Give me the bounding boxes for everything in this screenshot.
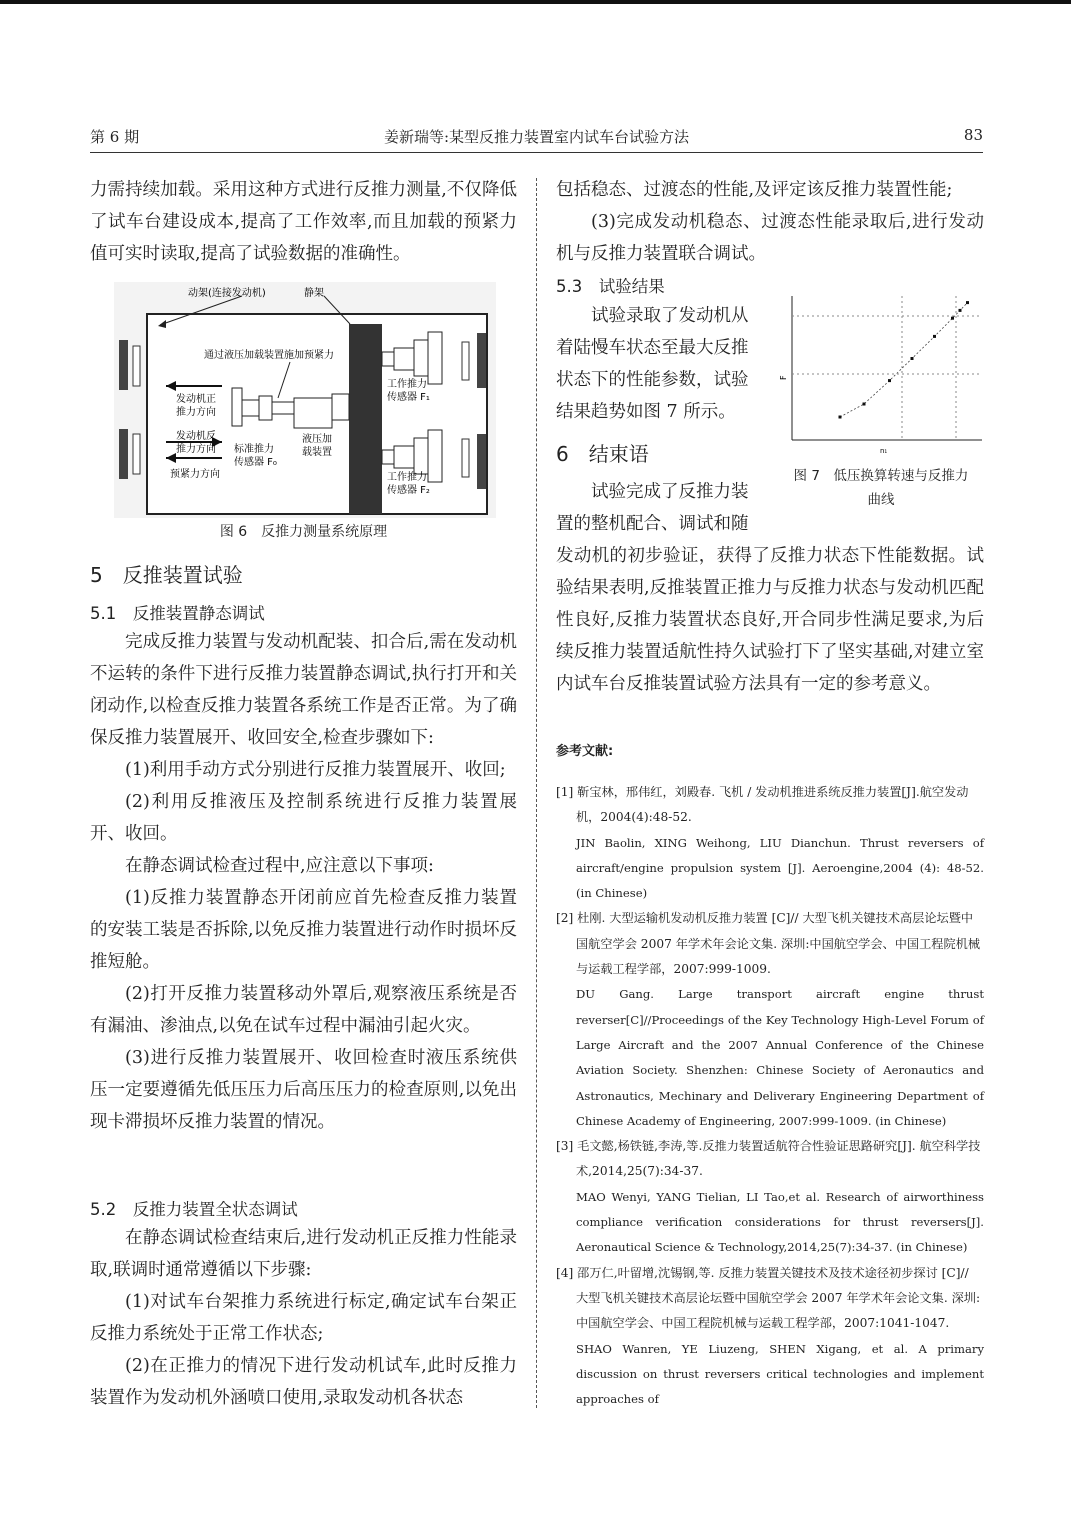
reference-en: JIN Baolin, XING Weihong, LIU Dianchun. Thrust reversers of aircraft/engine propulsion system [J]. Aeroengine,2004 (4): 48-52. (in Chinese) (576, 835, 984, 901)
right-body-wrap-2 (556, 476, 776, 540)
running-header (90, 126, 983, 150)
label-f2-b: 传感器 F₂ (387, 485, 430, 496)
section-5-3-heading: 5.3 试验结果 (556, 277, 665, 296)
paragraph: 包括稳态、过渡态的性能,及评定该反推力装置性能; (556, 180, 953, 200)
label-fwd-b: 推力方向 (176, 407, 216, 418)
label-f1-a: 工作推力 (387, 379, 427, 390)
reference-en: MAO Wenyi, YANG Tielian, LI Tao,et al. Research of airworthiness compliance verification considerations for thrust reversers[J]. Aeronautical Science & Technology,2014,25(7):34-37. (in Chinese) (576, 1189, 984, 1255)
paragraph: (3)完成发动机稳态、过渡态性能录取后,进行发动机与反推力装置联合调试。 (556, 212, 984, 264)
intro-paragraph: 力需持续加载。采用这种方式进行反推力测量,不仅降低了试车台建设成本,提高了工作效率,而且加载的预紧力值可实时读取,提高了试验数据的准确性。 (90, 180, 517, 264)
text-line: 试验录取了发动机从 (591, 306, 749, 326)
label-preload: 通过液压加载装置施加预紧力 (204, 350, 334, 361)
section-5-heading: 5 反推装置试验 (90, 563, 243, 587)
right-body-1 (556, 174, 984, 270)
text-line: 状态下的性能参数，试验 (556, 370, 749, 390)
references-list (556, 780, 984, 1412)
y-axis-label: F (779, 375, 788, 380)
section-6-heading: 6 结束语 (556, 442, 649, 466)
paragraph: 在静态调试检查结束后,进行发动机正反推力性能录取,联调时通常遵循以下步骤: (90, 1228, 517, 1280)
left-intro (90, 174, 517, 270)
reference-en: SHAO Wanren, YE Liuzeng, SHEN Xigang, et al. A primary discussion on thrust reversers critical technologies and implement approaches of (576, 1341, 984, 1407)
data-point (839, 416, 842, 419)
right-body-2 (556, 540, 984, 700)
data-point (863, 403, 866, 406)
references-heading: 参考文献: (556, 744, 614, 759)
text-line: 着陆慢车状态至最大反推 (556, 338, 749, 358)
data-point (911, 357, 914, 360)
column-divider (536, 178, 537, 1408)
figure-6-caption: 图 6 反推力测量系统原理 (219, 524, 388, 540)
paragraph: (1)利用手动方式分别进行反推力装置展开、收回; (125, 760, 506, 780)
label-hyd-a: 液压加 (302, 434, 332, 445)
section-5-1-heading: 5.1 反推装置静态调试 (90, 604, 265, 623)
issue-number: 第 6 期 (90, 128, 140, 146)
caption-line: 图 7 低压换算转速与反推力 (793, 468, 969, 484)
figure-6-diagram (114, 282, 496, 518)
header-rule (90, 152, 983, 153)
paragraph: (2)利用反推液压及控制系统进行反推力装置展开、收回。 (90, 792, 517, 844)
label-rev-b: 推力方向 (176, 444, 216, 455)
paragraph: (1)反推力装置静态开闭前应首先检查反推力装置的安装工装是否拆除,以免反推力装置进行动作时损坏反推短舱。 (90, 888, 517, 972)
data-point (959, 309, 962, 312)
label-preload-dir: 预紧力方向 (170, 469, 220, 480)
section-5-2-heading: 5.2 反推力装置全状态调试 (90, 1200, 298, 1219)
top-rule (0, 0, 1071, 4)
label-fwd-a: 发动机正 (176, 394, 216, 405)
reference-cn: [2] 杜刚. 大型运输机发动机反推力装置 [C]// 大型飞机关键技术高层论坛暨中国航空学会 2007 年学术年会论文集. 深圳:中国航空学会、中国工程院机械与运载工程学部，2007:999-1009. (556, 911, 981, 977)
running-title: 姜新瑞等:某型反推力装置室内试车台试验方法 (383, 128, 690, 146)
reference-cn: [1] 靳宝林，邢伟红，刘殿春. 飞机 / 发动机推进系统反推力装置[J].航空发动机，2004(4):48-52. (556, 785, 969, 825)
paragraph: 在静态调试检查过程中,应注意以下事项: (125, 856, 434, 876)
label-f1-b: 传感器 F₁ (387, 392, 430, 403)
label-moving-frame: 动架(连接发动机) (188, 288, 266, 299)
reference-en: DU Gang. Large transport aircraft engine thrust reverser[C]//Proceedings of the Key Technology High-Level Forum of Large Aircraft and the 2007 Annual Conference of the Chinese Aviation Society. Shenzhen: Chinese Society of Aeronautics and Astronautics, Mechinary and Deliverary Engineering Department of Chinese Academy of Engineering, 2007:999-1009. (in Chinese) (576, 987, 984, 1128)
label-f2-a: 工作推力 (387, 472, 427, 483)
figure-7-chart (778, 292, 984, 462)
label-std-a: 标准推力 (234, 444, 274, 455)
page-number: 83 (963, 126, 983, 144)
data-point (933, 335, 936, 338)
x-axis-label: n₁ (880, 447, 888, 455)
caption-line: 曲线 (867, 492, 895, 508)
label-hyd-b: 载装置 (302, 447, 332, 458)
reference-cn: [3] 毛文懿,杨铁链,李涛,等.反推力装置适航符合性验证思路研究[J]. 航空科学技术,2014,25(7):34-37. (556, 1139, 981, 1179)
paragraph: (1)对试车台架推力系统进行标定,确定试车台架正反推力系统处于正常工作状态; (90, 1292, 517, 1344)
text-line: 结果趋势如图 7 所示。 (556, 402, 736, 422)
figure-7-caption (778, 464, 984, 512)
left-body-1 (90, 626, 517, 1138)
paragraph: 发动机的初步验证，获得了反推力状态下性能数据。试验结果表明,反推装置正推力与反推力状态与发动机匹配性良好,反推力装置状态良好,开合同步性满足要求,为后续反推力装置适航性持久试验打下了坚实基础,对建立室内试车台反推装置试验方法具有一定的参考意义。 (556, 546, 984, 694)
label-rev-a: 发动机反 (176, 431, 216, 442)
left-body-2 (90, 1222, 517, 1414)
data-point (966, 301, 969, 304)
data-point (951, 317, 954, 320)
label-std-b: 传感器 F₀ (234, 457, 277, 468)
right-body-wrap-1 (556, 300, 776, 428)
trend-line (840, 303, 968, 417)
text-line: 试验完成了反推力装 (591, 482, 749, 502)
reference-cn: [4] 邵万仁,叶留增,沈锡钢,等. 反推力装置关键技术及技术途径初步探讨 [C]// 大型飞机关键技术高层论坛暨中国航空学会 2007 年学术年会论文集. 深圳:中国航空学会、中国工程院机械与运载工程学部，2007:1041-1047. (556, 1265, 981, 1331)
text-line: 置的整机配合、调试和随 (556, 514, 749, 534)
paragraph: (3)进行反推力装置展开、收回检查时液压系统供压一定要遵循先低压压力后高压压力的检查原则,以免出现卡滞损坏反推力装置的情况。 (90, 1048, 517, 1132)
paragraph: (2)在正推力的情况下进行发动机试车,此时反推力装置作为发动机外涵喷口使用,录取发动机各状态 (90, 1356, 517, 1408)
data-point (888, 379, 891, 382)
paragraph: 完成反推力装置与发动机配装、扣合后,需在发动机不运转的条件下进行反推力装置静态调试,执行打开和关闭动作,以检查反推力装置各系统工作是否正常。为了确保反推力装置展开、收回安全,检查步骤如下: (90, 632, 517, 748)
paragraph: (2)打开反推力装置移动外罩后,观察液压系统是否有漏油、渗油点,以免在试车过程中漏油引起火灾。 (90, 984, 517, 1036)
label-static-frame: 静架 (304, 288, 324, 299)
